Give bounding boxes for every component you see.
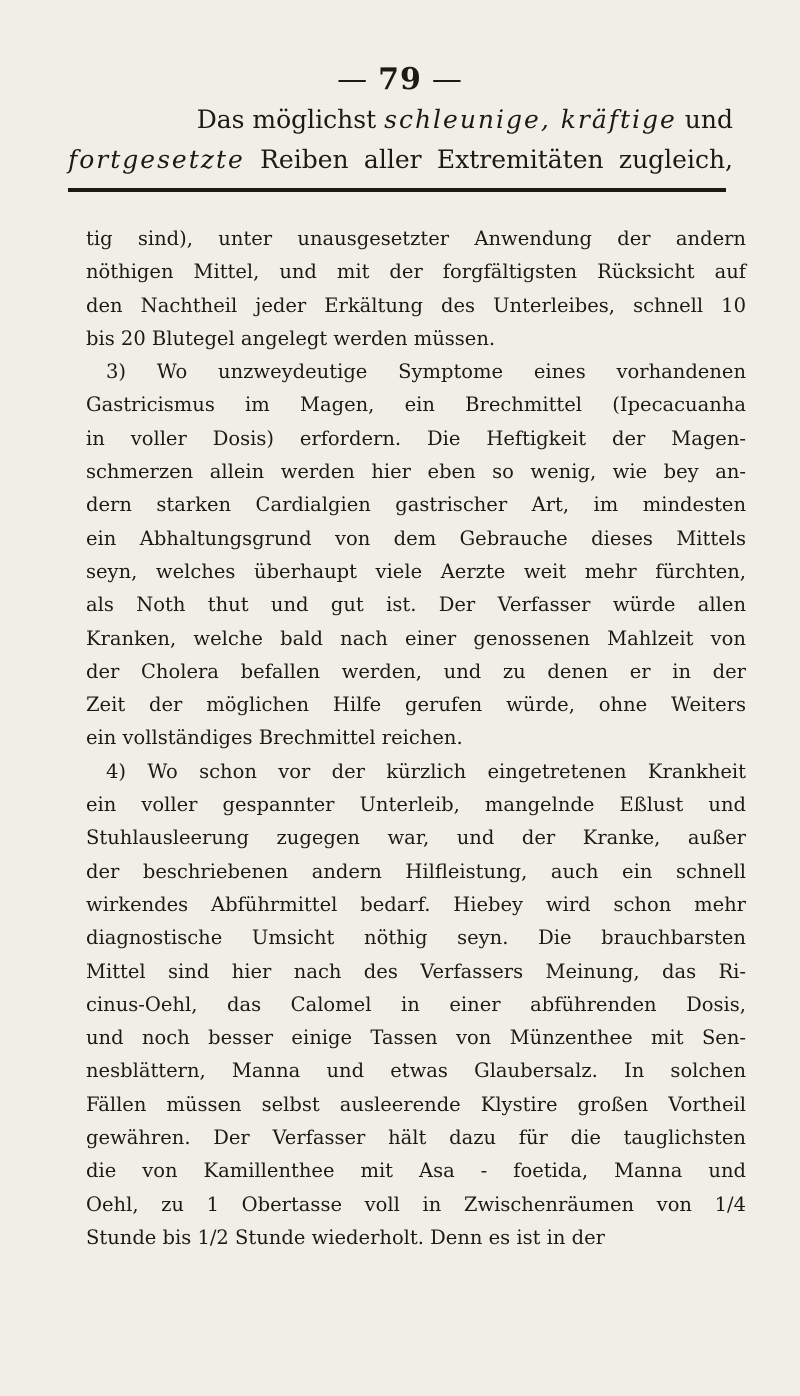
text-line: 4) Wo schon vor der kürzlich eingetretenen Krankheit	[106, 759, 746, 783]
text-line: dern starken Cardialgien gastrischer Art, im mindesten	[86, 493, 746, 517]
text-line: Zeit der möglichen Hilfe gerufen würde, ohne Weiters	[86, 693, 746, 717]
text-line: schmerzen allein werden hier eben so wenig, wie bey an-	[86, 460, 746, 484]
text-line: Oehl, zu 1 Obertasse voll in Zwischenräumen von 1/4	[86, 1192, 746, 1216]
text-line: ein Abhaltungsgrund von dem Gebrauche dieses Mittels	[86, 526, 746, 550]
section-rule	[68, 188, 726, 192]
heading-line-1	[68, 100, 733, 140]
text-line: Fällen müssen selbst ausleerende Klystire großen Vortheil	[86, 1092, 746, 1116]
body-text	[86, 222, 746, 1254]
page-number	[0, 62, 800, 97]
heading-line-1-spaced: schleunige, kräftige	[384, 105, 677, 134]
text-line: ein vollständiges Brechmittel reichen.	[86, 726, 463, 750]
text-line: 3) Wo unzweydeutige Symptome eines vorhandenen	[106, 360, 746, 384]
text-line: tig sind), unter unausgesetzter Anwendung der andern	[86, 227, 746, 250]
text-line: der beschriebenen andern Hilfleistung, auch ein schnell	[86, 859, 746, 883]
text-line: als Noth thut und gut ist. Der Verfasser würde allen	[86, 593, 746, 617]
dash-right: —	[431, 62, 463, 97]
text-line: Kranken, welche bald nach einer genossenen Mahlzeit von	[86, 626, 746, 650]
text-line: cinus-Oehl, das Calomel in einer abführenden Dosis,	[86, 992, 746, 1016]
heading-line-1-post: und	[684, 105, 733, 134]
page-number-value: 79	[378, 62, 422, 97]
text-line: wirkendes Abführmittel bedarf. Hiebey wird schon mehr	[86, 892, 746, 916]
text-line: ein voller gespannter Unterleib, mangelnde Eßlust und	[86, 793, 746, 817]
text-line: seyn, welches überhaupt viele Aerzte weit mehr fürchten,	[86, 559, 746, 583]
text-line: Stuhlausleerung zugegen war, und der Kranke, außer	[86, 826, 746, 850]
text-line: und noch besser einige Tassen von Münzenthee mit Sen-	[86, 1026, 746, 1050]
text-line: nesblättern, Manna und etwas Glaubersalz. In solchen	[86, 1059, 746, 1083]
text-line: diagnostische Umsicht nöthig seyn. Die brauchbarsten	[86, 926, 746, 950]
text-line: Stunde bis 1/2 Stunde wiederholt. Denn es ist in der	[86, 1225, 606, 1249]
heading-line-2-spaced: fortgesetzte	[68, 145, 245, 174]
text-line: der Cholera befallen werden, und zu denen er in der	[86, 659, 746, 683]
dash-left: —	[337, 62, 369, 97]
heading-line-1-pre: Das möglichst	[196, 105, 377, 134]
heading-line-2-post: Reiben aller Extremitäten zugleich,	[260, 145, 734, 174]
text-line: die von Kamillenthee mit Asa - foetida, Manna und	[86, 1159, 746, 1183]
text-line: bis 20 Blutegel angelegt werden müssen.	[86, 326, 496, 350]
heading-line-2	[68, 140, 733, 180]
text-line: Mittel sind hier nach des Verfassers Meinung, das Ri-	[86, 959, 746, 983]
text-line: den Nachtheil jeder Erkältung des Unterleibes, schnell 10	[86, 293, 746, 317]
text-line: gewähren. Der Verfasser hält dazu für die tauglichsten	[86, 1126, 746, 1150]
text-line: in voller Dosis) erfordern. Die Heftigkeit der Magen-	[86, 426, 746, 450]
text-line: Gastricismus im Magen, ein Brechmittel (Ipecacuanha	[86, 393, 746, 417]
text-line: nöthigen Mittel, und mit der forgfältigsten Rücksicht auf	[86, 260, 746, 284]
